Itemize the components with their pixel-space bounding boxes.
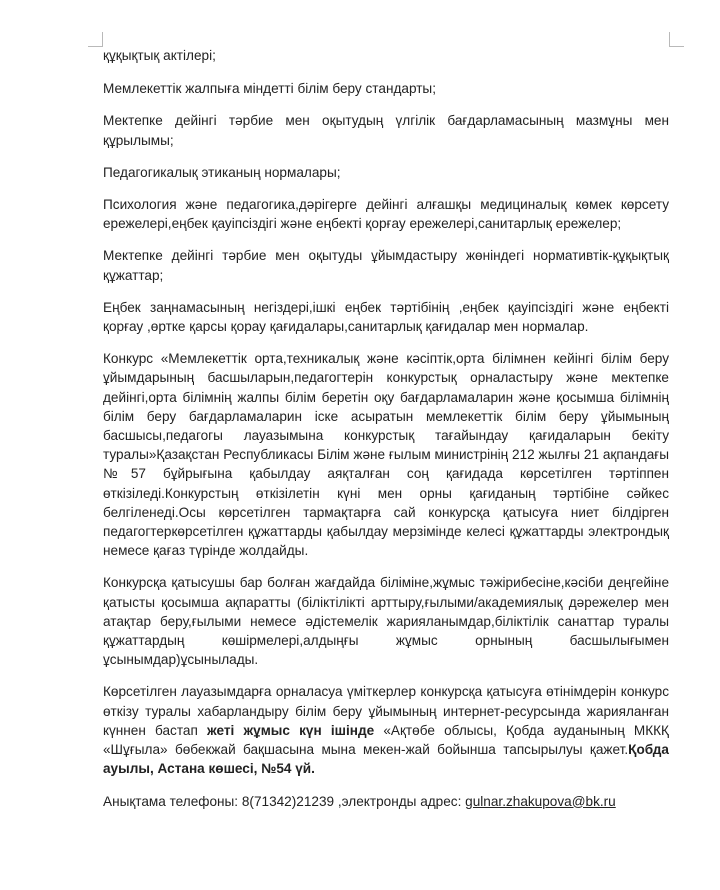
paragraph-pedagogical-ethics: Педагогикалық этиканың нормалары; [103,164,341,180]
paragraph-preschool-program: Мектепке дейінгі тәрбие мен оқытудың үлгілік бағдарламасының мазмұны мен құрылымы; [103,113,669,148]
paragraph-labor-law: Еңбек заңнамасының негіздері,ішкі еңбек тәртібінің ,еңбек қауіпсіздігі және еңбекті қорғау ,өртке қарсы қорау қағидалары,санитарлық қағидалар мен нормалар. [103,299,669,335]
application-text-part1: Көрсетілген лауазымдарға орналасуа үміткерлер конкурсқа қатысуға өтінімдерін конкурс өткізу туралы хабарландыру білім беру ұйымының интернет-ресурсында жарияланған күннен бастап [103,684,669,738]
contact-phone-text: Анықтама телефоны: 8(71342)21239 ,электронды адрес: [103,793,466,809]
paragraph-legal-acts-continued: құқықтық актілері; [103,48,216,63]
document-body [103,46,669,824]
contact-email-link[interactable]: gulnar.zhakupova@bk.ru [465,793,616,809]
application-address: Қобда ауылы, Астана көшесі, №54 үй. [103,742,669,777]
paragraph-education-standard: Мемлекеттік жалпыға міндетті білім беру стандарты; [103,81,436,97]
application-text-part2: «Ақтөбе облысы, Қобда ауданының МККҚ «Шұғыла» бөбекжай бақшасына мына мекен-жай бойынша тапсырылуы қажет. [103,722,669,758]
page-margin-corner-top-right [669,32,684,47]
application-deadline: жеті жұмыс күн ішінде [207,722,375,738]
page-margin-corner-top-left [88,32,103,47]
paragraph-psychology-first-aid: Психология және педагогика,дәрігерге дейінгі алғашқы медициналық көмек көрсету ережелері,еңбек қауіпсіздігі және еңбекті қорғау ережелері,санитарлық ережелер; [103,197,669,232]
paragraph-application-submission [103,682,669,778]
paragraph-contact [103,792,669,811]
paragraph-competition-rules: Конкурс «Мемлекеттік орта,техникалық және кәсіптік,орта білімнен кейінгі білім беру ұйымдарының басшыларын,педагогтерін конкурстық орналастыру және мектепке дейінгі,орта білімнің жалпы білім беретін оқу бағдарламаларин және қосымша білімнің білім беру бағдарламаларин іске асыратын мемлекеттік білім беру ұйымының басшысы,педагогы лауазымына конкурстық тағайындау қағидаларын бекіту туралы»Қазақстан Республикасы Білім және ғылым министрінің 212 жылғы 21 ақпандағы №57 бұйрығына қабылдау аяқталған соң қағидада көрсетілген тәртіппен өткізіледі.Конкурстың өткізілетін күні мен орны қағиданың тәртібіне сәйкес белгіленеді.Осы көрсетілген тармақтарға сай конкурсқа қатысуға ниет білдірген педагогтеркөрсетілген құжаттарды қабылдау мерзімінде келесі құжаттарды электрондық немесе қағаз түрінде жолдайды. [103,351,669,559]
paragraph-normative-documents: Мектепке дейінгі тәрбие мен оқытуды ұйымдастыру жөніндегі нормативтік-құқықтық құжаттар; [103,248,669,283]
paragraph-additional-info: Конкурсқа қатысушы бар болған жағдайда біліміне,жұмыс тәжірибесіне,кәсіби деңгейіне қатысты қосымша ақпаратты (біліктілікті арттыру,ғылыми/академиялық дәрежелер мен атақтар беру,ғылыми немесе әдістемелік жарияланымдар,біліктілік санаттар туралы құжаттардың көшірмелері,алдыңғы жұмыс орнының басшылығымен ұсынымдар)ұсынылады. [103,575,669,668]
